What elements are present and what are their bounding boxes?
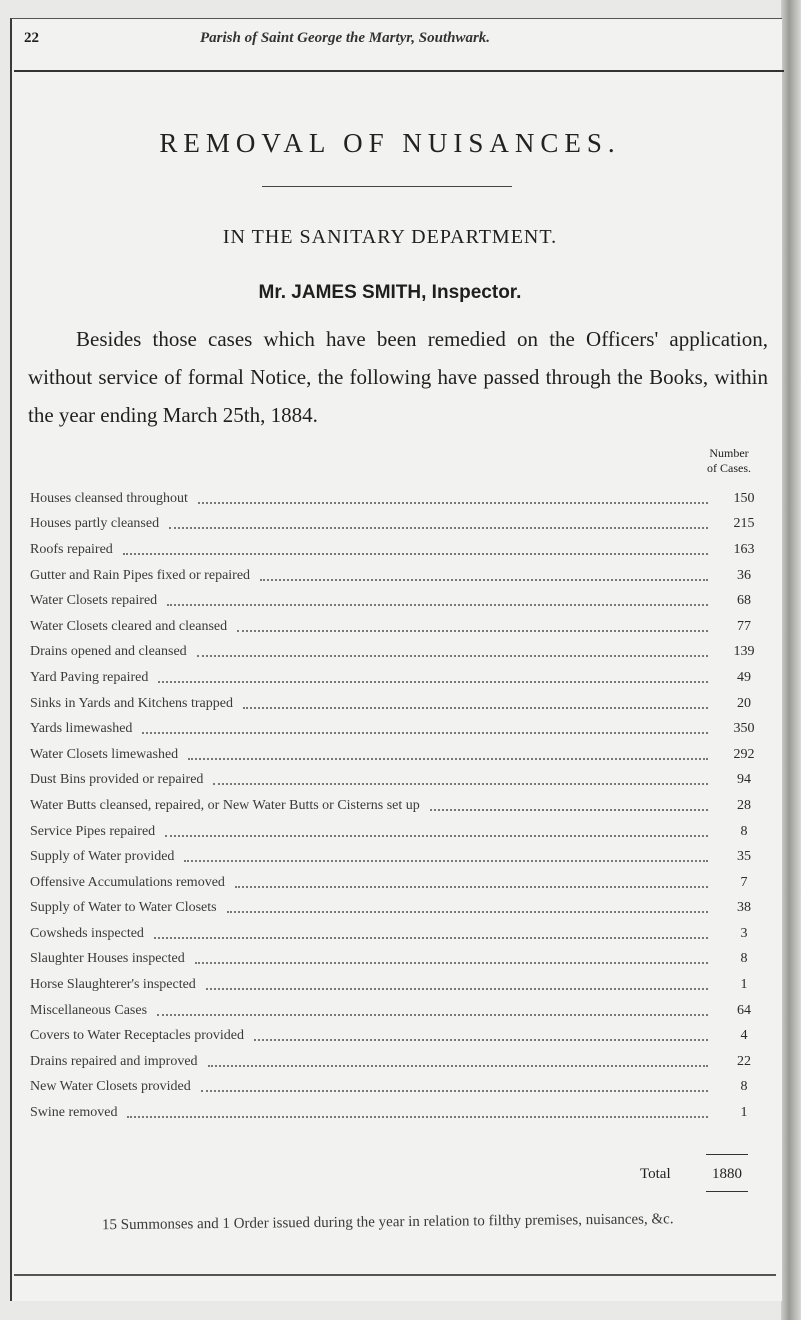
row-label: Water Butts cleansed, repaired, or New Water Butts or Cisterns set up bbox=[30, 797, 420, 813]
row-value: 3 bbox=[740, 925, 748, 941]
bottom-rule bbox=[14, 1274, 776, 1276]
row-label: Covers to Water Receptacles provided bbox=[30, 1028, 244, 1044]
leader-dots bbox=[208, 1065, 708, 1067]
row-label: Houses partly cleansed bbox=[30, 516, 160, 532]
table-row bbox=[30, 870, 770, 896]
leader-dots bbox=[154, 937, 708, 939]
row-value: 8 bbox=[740, 1079, 748, 1095]
leader-dots bbox=[195, 962, 708, 964]
table-row bbox=[30, 844, 770, 870]
row-label: Yard Paving repaired bbox=[30, 669, 149, 685]
row-label: Supply of Water to Water Closets bbox=[30, 900, 217, 916]
row-label: Houses cleansed throughout bbox=[30, 490, 188, 506]
row-label: Offensive Accumulations removed bbox=[30, 874, 225, 890]
row-value: 215 bbox=[733, 516, 755, 532]
row-label: Cowsheds inspected bbox=[30, 925, 144, 941]
intro-paragraph: Besides those cases which have been remedied on the Officers' application, without service of formal Notice, the following have passed through the Books, within the year ending March 25th, 1884. bbox=[28, 327, 768, 427]
page-number: 22 bbox=[24, 30, 39, 46]
table-row bbox=[30, 1049, 770, 1075]
row-label: Water Closets repaired bbox=[30, 593, 158, 609]
inspector-name: Mr. JAMES SMITH, Inspector. bbox=[258, 282, 522, 303]
table-row bbox=[30, 947, 770, 973]
table-row bbox=[30, 768, 770, 794]
page-edge-shadow bbox=[781, 0, 801, 1320]
leader-dots bbox=[206, 988, 708, 990]
nuisance-table bbox=[30, 486, 770, 1126]
row-value: 49 bbox=[737, 669, 751, 685]
footnote: 15 Summonses and 1 Order issued during the year in relation to filthy premises, nuisances, &c. bbox=[101, 1211, 674, 1234]
leader-dots bbox=[165, 835, 708, 837]
table-row bbox=[30, 640, 770, 666]
table-row bbox=[30, 716, 770, 742]
leader-dots bbox=[430, 809, 708, 811]
section-subtitle: IN THE SANITARY DEPARTMENT. bbox=[222, 226, 558, 248]
table-row bbox=[30, 588, 770, 614]
table-row bbox=[30, 512, 770, 538]
leader-dots bbox=[254, 1039, 708, 1041]
table-row bbox=[30, 614, 770, 640]
leader-dots bbox=[260, 579, 708, 581]
total-rule-bottom bbox=[706, 1191, 748, 1192]
row-label: Gutter and Rain Pipes fixed or repaired bbox=[30, 567, 251, 583]
page-title: REMOVAL OF NUISANCES. bbox=[159, 128, 621, 158]
column-header bbox=[686, 446, 772, 476]
row-label: Water Closets limewashed bbox=[30, 746, 179, 762]
total-value: 1880 bbox=[712, 1166, 742, 1182]
row-value: 7 bbox=[740, 874, 748, 890]
table-row bbox=[30, 1075, 770, 1101]
row-label: Service Pipes repaired bbox=[30, 823, 156, 839]
header-rule bbox=[14, 70, 784, 72]
row-value: 8 bbox=[740, 951, 748, 967]
row-value: 68 bbox=[737, 593, 751, 609]
row-label: Drains repaired and improved bbox=[30, 1053, 198, 1069]
table-row bbox=[30, 819, 770, 845]
leader-dots bbox=[198, 502, 708, 504]
title-divider bbox=[262, 186, 512, 187]
row-label: Horse Slaughterer's inspected bbox=[30, 977, 196, 993]
leader-dots bbox=[227, 911, 708, 913]
table-row bbox=[30, 998, 770, 1024]
leader-dots bbox=[235, 886, 708, 888]
total-rule-top bbox=[706, 1154, 748, 1155]
row-label: Water Closets cleared and cleansed bbox=[30, 618, 228, 634]
row-label: Sinks in Yards and Kitchens trapped bbox=[30, 695, 233, 711]
table-row bbox=[30, 1023, 770, 1049]
row-label: Roofs repaired bbox=[30, 541, 113, 557]
table-row bbox=[30, 921, 770, 947]
row-value: 35 bbox=[737, 849, 751, 865]
row-value: 38 bbox=[737, 900, 751, 916]
row-value: 8 bbox=[740, 823, 748, 839]
table-row bbox=[30, 742, 770, 768]
row-label: Slaughter Houses inspected bbox=[30, 951, 185, 967]
row-value: 350 bbox=[733, 721, 755, 737]
row-label: Swine removed bbox=[30, 1105, 118, 1121]
leader-dots bbox=[167, 604, 708, 606]
row-value: 139 bbox=[733, 644, 755, 660]
row-value: 163 bbox=[733, 541, 755, 557]
row-value: 150 bbox=[733, 490, 755, 506]
row-label: Miscellaneous Cases bbox=[30, 1002, 148, 1018]
running-title: Parish of Saint George the Martyr, Southwark. bbox=[200, 30, 491, 46]
leader-dots bbox=[184, 860, 708, 862]
leader-dots bbox=[201, 1090, 708, 1092]
row-value: 94 bbox=[737, 772, 751, 788]
row-value: 4 bbox=[740, 1028, 748, 1044]
leader-dots bbox=[188, 758, 708, 760]
leader-dots bbox=[243, 707, 708, 709]
table-row bbox=[30, 691, 770, 717]
row-value: 36 bbox=[737, 567, 751, 583]
leader-dots bbox=[169, 527, 708, 529]
leader-dots bbox=[123, 553, 708, 555]
row-label: Yards limewashed bbox=[30, 721, 133, 737]
table-row bbox=[30, 665, 770, 691]
table-row bbox=[30, 1100, 770, 1126]
row-value: 22 bbox=[737, 1053, 751, 1069]
row-label: Supply of Water provided bbox=[30, 849, 175, 865]
table-row bbox=[30, 896, 770, 922]
row-label: New Water Closets provided bbox=[30, 1079, 191, 1095]
leader-dots bbox=[157, 1014, 708, 1016]
row-value: 292 bbox=[733, 746, 755, 762]
column-header-line-2: of Cases. bbox=[707, 461, 751, 475]
row-value: 77 bbox=[737, 618, 751, 634]
row-label: Drains opened and cleansed bbox=[30, 644, 187, 660]
leader-dots bbox=[237, 630, 708, 632]
row-value: 64 bbox=[737, 1002, 751, 1018]
row-value: 1 bbox=[740, 1105, 748, 1121]
table-row bbox=[30, 563, 770, 589]
table-row bbox=[30, 793, 770, 819]
leader-dots bbox=[158, 681, 708, 683]
table-row bbox=[30, 537, 770, 563]
total-label: Total bbox=[640, 1166, 671, 1182]
row-label: Dust Bins provided or repaired bbox=[30, 772, 204, 788]
row-value: 1 bbox=[740, 977, 748, 993]
leader-dots bbox=[142, 732, 708, 734]
leader-dots bbox=[197, 655, 708, 657]
table-row bbox=[30, 972, 770, 998]
table-row bbox=[30, 486, 770, 512]
row-value: 20 bbox=[737, 695, 751, 711]
row-value: 28 bbox=[737, 797, 751, 813]
column-header-line-1: Number bbox=[709, 446, 749, 460]
leader-dots bbox=[213, 783, 708, 785]
leader-dots bbox=[127, 1116, 708, 1118]
